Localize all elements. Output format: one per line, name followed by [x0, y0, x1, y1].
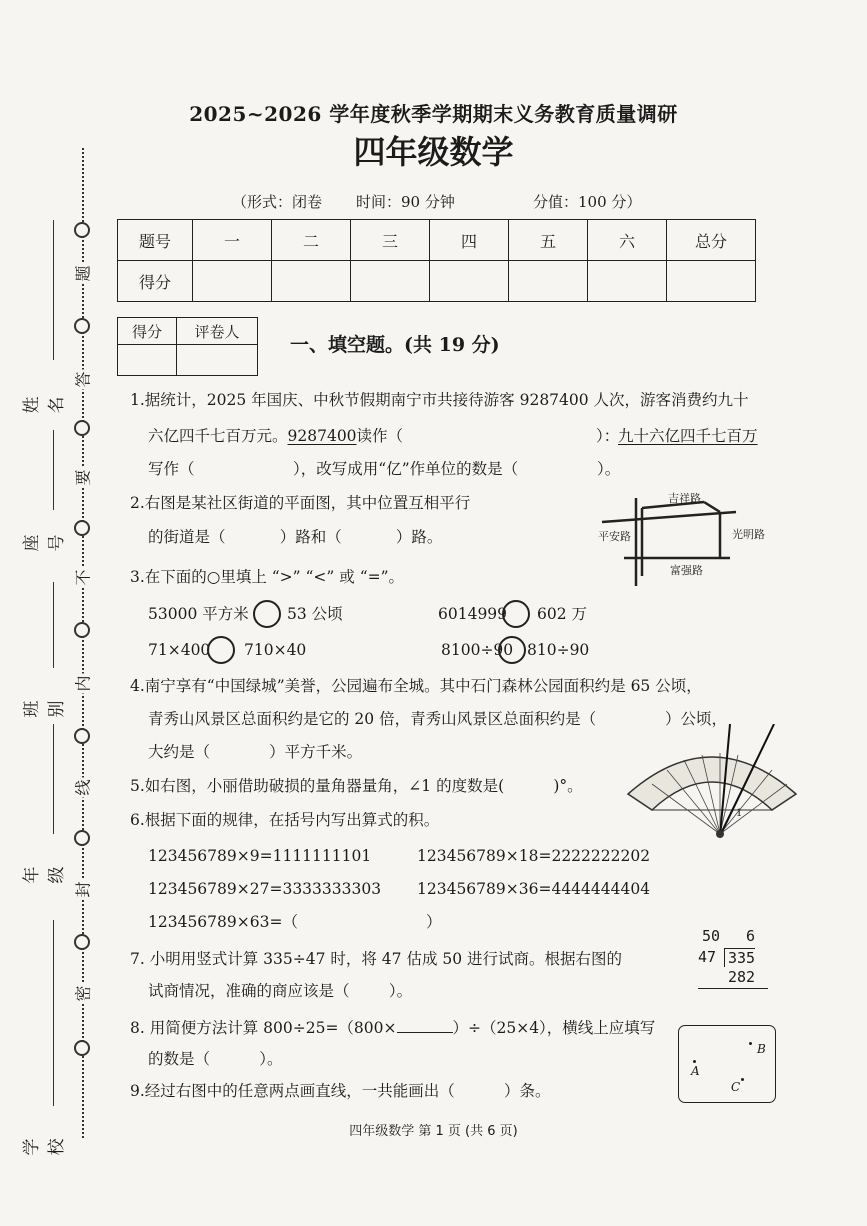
score-input-4[interactable]	[430, 261, 509, 302]
field-school-label: 学校	[22, 1138, 67, 1156]
field-class-label: 班别	[22, 700, 67, 718]
div-dividend: 335	[724, 948, 755, 967]
field-seat-line[interactable]	[53, 430, 54, 510]
street-map-diagram	[596, 488, 786, 588]
q3-a-right: 53 公顷	[287, 605, 343, 623]
exam-title: 2025~2026 学年度秋季学期期末义务教育质量调研	[189, 102, 678, 126]
q3-line1: 3.在下面的○里填上 “>” “<” 或 “=”。	[130, 568, 405, 586]
q4-line1: 4.南宁享有“中国绿城”美誉，公园遍布全城。其中石门森林公园面积约是 65 公顷，	[130, 677, 702, 695]
q2-line2: 的街道是（ ）路和（ ）路。	[148, 528, 443, 546]
binding-circle-9	[74, 1040, 90, 1056]
field-grade-label: 年级	[22, 866, 67, 884]
binding-circle-3	[74, 420, 90, 436]
q6-line1: 6.根据下面的规律，在括号内写出算式的积。	[130, 811, 440, 829]
q1-number: 9287400	[287, 427, 357, 445]
field-name-label: 姓名	[22, 396, 67, 414]
grader-name-input[interactable]	[177, 345, 258, 376]
field-class-line[interactable]	[53, 582, 54, 668]
score-input-5[interactable]	[509, 261, 588, 302]
binding-circle-8	[74, 934, 90, 950]
q5-line1: 5.如右图，小丽借助破损的量角器量角，∠1 的度数是( )°。	[130, 777, 583, 795]
field-name-line[interactable]	[53, 220, 54, 360]
score-cell-total: 总分	[667, 220, 756, 261]
score-table-header-row	[118, 220, 756, 261]
q8-blank[interactable]	[397, 1016, 453, 1033]
q3-c-circle[interactable]	[207, 636, 235, 664]
binding-circle-4	[74, 520, 90, 536]
field-school-line[interactable]	[53, 920, 54, 1106]
q8-line1a: 8. 用简便方法计算 800÷25=（800×	[130, 1019, 397, 1037]
score-input-total[interactable]	[667, 261, 756, 302]
q9-line1: 9.经过右图中的任意两点画直线，一共能画出（ ）条。	[130, 1082, 551, 1100]
score-row-label: 得分	[118, 261, 193, 302]
q6-eq1: 123456789×9=1111111101	[148, 847, 372, 865]
q1-underlined-amount: 九十六亿四千七百万	[618, 427, 758, 445]
q6-eq3: 123456789×27=3333333303	[148, 880, 382, 898]
q6-eq5: 123456789×63=（ ）	[148, 913, 442, 931]
angle-label: 1	[736, 808, 743, 819]
q1-line2a: 六亿四千七百万元。	[148, 427, 288, 445]
broken-protractor-diagram	[622, 724, 802, 842]
score-cell-1: 一	[193, 220, 272, 261]
field-grade-line[interactable]	[53, 724, 54, 834]
grader-table	[117, 317, 258, 376]
q4-line3: 大约是（ ）平方千米。	[148, 743, 363, 761]
field-seat-label: 座号	[22, 534, 67, 552]
q3-d-right: 810÷90	[527, 641, 590, 659]
grader-score-label: 得分	[118, 318, 177, 345]
binding-char-4: 不	[71, 568, 94, 588]
point-a-label: A	[691, 1064, 700, 1078]
q3-b-left: 6014999	[438, 605, 508, 623]
grader-score-input[interactable]	[118, 345, 177, 376]
q1-read-close: ）：	[596, 427, 620, 445]
exam-time: 时间：90 分钟	[356, 193, 455, 211]
score-cell-5: 五	[509, 220, 588, 261]
q6-eq2: 123456789×18=2222222202	[417, 847, 651, 865]
q3-a-left: 53000 平方米	[148, 605, 249, 623]
div-quotient: 6	[746, 927, 756, 945]
score-input-6[interactable]	[588, 261, 667, 302]
score-cell-label: 题号	[118, 220, 193, 261]
q1-line2	[148, 426, 403, 446]
exam-subject: 四年级数学	[353, 133, 514, 171]
q3-b-right: 602 万	[537, 605, 588, 623]
long-division-diagram	[694, 924, 784, 994]
binding-circle-2	[74, 318, 90, 334]
binding-char-1: 题	[71, 264, 94, 284]
score-input-2[interactable]	[272, 261, 351, 302]
div-product: 282	[728, 968, 756, 986]
road-left-label: 平安路	[598, 530, 631, 543]
score-input-1[interactable]	[193, 261, 272, 302]
q8-line1b: ）÷（25×4），横线上应填写	[452, 1019, 656, 1037]
points-diagram	[678, 1025, 776, 1103]
point-c-dot	[741, 1078, 744, 1081]
exam-score: 分值：100 分）	[533, 193, 642, 211]
div-estimate: 50	[702, 927, 721, 945]
q7-line2: 试商情况，准确的商应该是（ ）。	[148, 982, 413, 1000]
q8-line2: 的数是（ ）。	[148, 1050, 283, 1068]
binding-char-3: 要	[71, 468, 94, 488]
q4-line2: 青秀山风景区总面积约是它的 20 倍，青秀山风景区总面积约是（ ）公顷，	[148, 710, 728, 728]
score-cell-6: 六	[588, 220, 667, 261]
q7-line1: 7. 小明用竖式计算 335÷47 时，将 47 估成 50 进行试商。根据右图的	[130, 950, 623, 968]
q1-read-as: 读作（	[356, 427, 404, 445]
q8-line1	[130, 1016, 655, 1038]
score-table-score-row	[118, 261, 756, 302]
q3-b-circle[interactable]	[502, 600, 530, 628]
q3-a-circle[interactable]	[253, 600, 281, 628]
road-top-label: 吉祥路	[668, 492, 701, 505]
binding-circle-7	[74, 830, 90, 846]
binding-circle-6	[74, 728, 90, 744]
score-cell-3: 三	[351, 220, 430, 261]
road-right-label: 光明路	[732, 528, 765, 541]
q3-d-circle[interactable]	[498, 636, 526, 664]
div-rule	[698, 988, 768, 989]
score-input-3[interactable]	[351, 261, 430, 302]
section-title: 一、填空题。(共 19 分)	[290, 334, 500, 356]
q3-c-left: 71×400	[148, 641, 211, 659]
q1-line3: 写作（ ），改写成用“亿”作单位的数是（ ）。	[148, 460, 621, 478]
point-c-label: C	[731, 1080, 741, 1094]
score-cell-4: 四	[430, 220, 509, 261]
q3-d-left: 8100÷90	[441, 641, 514, 659]
page-footer: 四年级数学 第 1 页 (共 6 页)	[349, 1124, 518, 1139]
point-b-dot	[749, 1042, 752, 1045]
point-b-label: B	[757, 1042, 766, 1056]
binding-char-7: 封	[71, 880, 94, 900]
exam-format: （形式：闭卷	[232, 193, 323, 211]
q2-line1: 2.右图是某社区街道的平面图，其中位置互相平行	[130, 494, 471, 512]
score-table	[117, 219, 756, 302]
q1-line1: 1.据统计，2025 年国庆、中秋节假期南宁市共接待游客 9287400 人次，游客消费约九十	[130, 391, 749, 409]
q3-c-right: 710×40	[244, 641, 307, 659]
binding-char-2: 答	[71, 370, 94, 390]
score-cell-2: 二	[272, 220, 351, 261]
point-a-dot	[693, 1060, 696, 1063]
binding-char-6: 线	[71, 778, 94, 798]
road-bottom-label: 富强路	[670, 564, 703, 577]
binding-circle-1	[74, 222, 90, 238]
div-divisor: 47	[698, 948, 717, 966]
q6-eq4: 123456789×36=4444444404	[417, 880, 651, 898]
binding-char-8: 密	[71, 984, 94, 1004]
grader-name-label: 评卷人	[177, 318, 258, 345]
binding-char-5: 内	[71, 674, 94, 694]
binding-circle-5	[74, 622, 90, 638]
